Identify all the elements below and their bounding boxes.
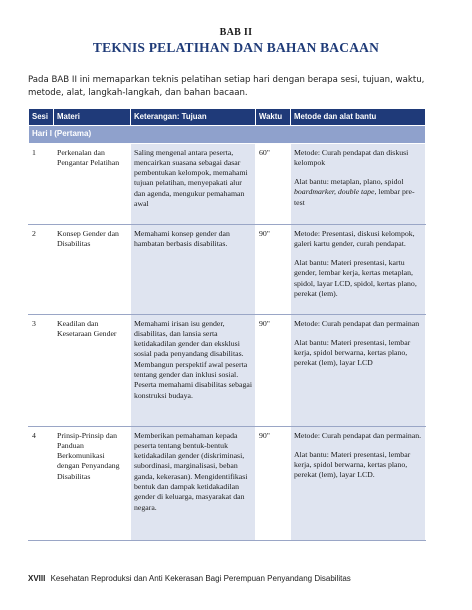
session-duration: 90" <box>256 314 291 426</box>
session-material: Keadilan dan Kesetaraan Gender <box>54 314 131 426</box>
tools-text-part: , lembar pre-test <box>294 187 415 207</box>
session-material: Perkenalan dan Pengantar Pelatihan <box>54 143 131 224</box>
column-header-metode: Metode dan alat bantu <box>291 109 426 126</box>
page-title: TEKNIS PELATIHAN DAN BAHAN BACAAN <box>92 40 380 55</box>
tools-text: Alat bantu: Materi presentasi, kartu gender, lembar kerja, kertas metaplan, spidol, layar LCD, spidol, kertas plano, perekat (lem). <box>294 258 417 299</box>
tools-text-part: Alat bantu: metaplan, plano, spidol <box>294 177 404 187</box>
column-header-materi: Materi <box>54 109 131 126</box>
session-method-tools <box>291 426 426 540</box>
session-material: Konsep Gender dan Disabilitas <box>54 224 131 314</box>
session-number: 1 <box>29 143 54 224</box>
column-header-tujuan: Keterangan: Tujuan <box>131 109 256 126</box>
method-text: Metode: Curah pendapat dan diskusi kelompok <box>294 147 409 167</box>
tools-text-italic: boardmarker, double tape <box>294 187 375 197</box>
session-method-tools <box>291 143 426 224</box>
session-number: 3 <box>29 314 54 426</box>
intro-paragraph: Pada BAB II ini memaparkan teknis pelatihan setiap hari dengan berapa sesi, tujuan, waktu, metode, alat, langkah-langkah, dan bahan bacaan. <box>28 75 425 98</box>
tools-text: Alat bantu: Materi presentasi, lembar kerja, spidol berwarna, kertas plano, perekat (lem), layar LCD <box>294 337 411 368</box>
table-row <box>29 224 426 314</box>
page-number: XVIII <box>28 574 46 583</box>
column-header-sesi: Sesi <box>29 109 54 126</box>
method-text: Metode: Curah pendapat dan permainan. <box>294 430 422 440</box>
table-row <box>29 314 426 426</box>
session-duration: 90" <box>256 426 291 540</box>
page-footer <box>28 574 448 583</box>
session-objective: Memahami konsep gender dan hambatan berbasis disabilitas. <box>131 224 256 314</box>
footer-text: Kesehatan Reproduksi dan Anti Kekerasan Bagi Perempuan Penyandang Disabilitas <box>50 574 351 583</box>
session-number: 4 <box>29 426 54 540</box>
session-method-tools <box>291 224 426 314</box>
training-sessions-table <box>28 108 426 541</box>
method-text: Metode: Presentasi, diskusi kelompok, galeri kartu gender, curah pendapat. <box>294 228 415 248</box>
day-label: Hari I (Pertama) <box>29 126 426 143</box>
table-row <box>29 426 426 540</box>
tools-text: Alat bantu: Materi presentasi, lembar kerja, spidol berwarna, kertas plano, perekat (lem), layar LCD. <box>294 449 411 480</box>
column-header-waktu: Waktu <box>256 109 291 126</box>
session-material: Prinsip-Prinsip dan Panduan Berkomunikasi dengan Penyandang Disabilitas <box>54 426 131 540</box>
method-text: Metode: Curah pendapat dan permainan <box>294 318 420 328</box>
session-objective: Saling mengenal antara peserta, mencairkan suasana sebagai dasar pembentukan kelompok, memahami tujuan pelatihan, menyepakati alur dan agenda, mengukur pemahaman awal <box>131 143 256 224</box>
session-duration: 60" <box>256 143 291 224</box>
day-row <box>29 126 426 143</box>
session-objective: Memberikan pemahaman kepada peserta tentang bentuk-bentuk ketidakadilan gender (diskriminasi, subordinasi, marginalisasi, beban ganda, kekerasan). Mengidentifikasi bentuk dan dampak ketidakadilan gender di keluarga, masyarakat dan negara. <box>131 426 256 540</box>
session-duration: 90" <box>256 224 291 314</box>
session-objective: Memahami irisan isu gender, disabilitas, dan lansia serta ketidakadilan gender dan eksklusi sosial pada penyandang disabilitas. Membangun perspektif awal peserta tentang gender dan inklusi sosial. Peserta memahami disabilitas sebagai konstruksi budaya. <box>131 314 256 426</box>
table-row <box>29 143 426 224</box>
table-header-row <box>29 109 426 126</box>
chapter-heading: BAB II <box>219 27 253 38</box>
tools-text <box>294 177 422 208</box>
session-number: 2 <box>29 224 54 314</box>
session-method-tools <box>291 314 426 426</box>
